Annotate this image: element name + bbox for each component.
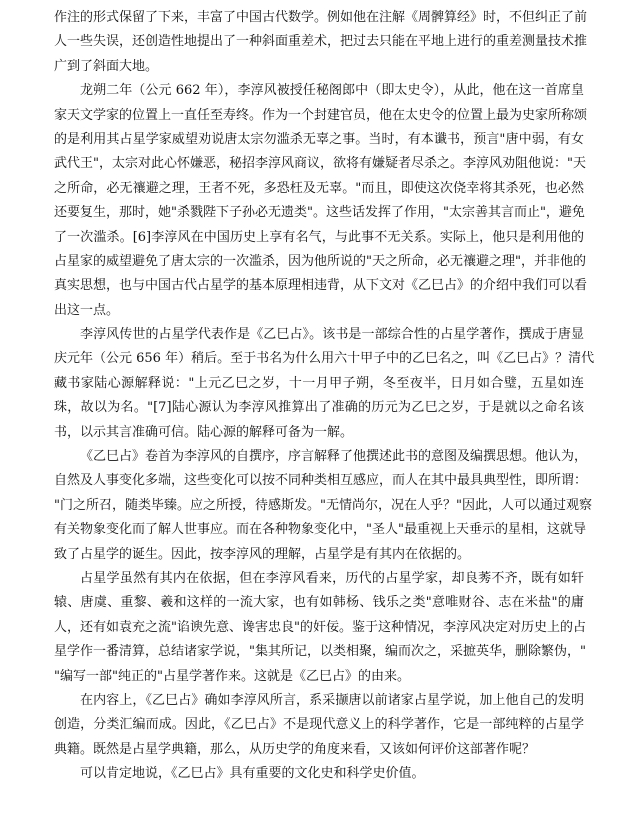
text-line: 辕、唐虞、重黎、羲和这样的一流大家，也有如韩杨、钱乐之类"意唯财谷、志在米盐"的庸 — [54, 595, 584, 611]
text-line: 典籍。既然是占星学典籍，那么，从历史学的角度来看，又该如何评价这部著作呢？ — [54, 741, 536, 757]
paragraph — [54, 567, 584, 689]
text-line: 致了占星学的诞生。因此，按李淳风的理解，占星学是有其内在依据的。 — [54, 546, 471, 562]
text-line: 龙朔二年（公元 662 年），李淳风被授任秘阁郎中（即太史令），从此，他在这一首席皇 — [80, 83, 584, 99]
text-line: 人，还有如袁充之流"谄谀先意、谗害忠良"的奸佞。鉴于这种情况，李淳风决定对历史上的占 — [54, 619, 586, 635]
paragraph — [54, 6, 588, 79]
text-line: 之所命，必无禳避之理，王者不死，多恐枉及无辜。"而且，即使这次侥幸将其杀死，也必然 — [54, 180, 584, 196]
text-line: 星学作一番清算，总结诸家学说，"集其所记，以类相聚，编而次之，采摭英华，删除繁伪，" — [54, 644, 586, 660]
text-line: 可以肯定地说，《乙巳占》具有重要的文化史和科学史价值。 — [80, 766, 425, 782]
text-line: 了一次滥杀。[6]李淳风在中国历史上享有名气，与此事不无关系。实际上，他只是利用他的 — [54, 229, 584, 245]
text-line: 有关物象变化而了解人世事应。而在各种物象变化中，"圣人"最重视上天垂示的星相，这就导 — [54, 522, 586, 538]
text-line: 李淳风传世的占星学代表作是《乙巳占》。该书是一部综合性的占星学著作，撰成于唐显 — [80, 327, 584, 343]
text-line: 庆元年（公元 656 年）稍后。至于书名为什么用六十甲子中的乙巳名之，叫《乙巳占》？清代 — [54, 351, 595, 367]
paragraph — [54, 323, 595, 445]
text-line: 的是利用其占星学家威望劝说唐太宗勿滥杀无辜之事。当时，有本谶书，预言"唐中弱，有女 — [54, 131, 584, 147]
text-line: 占星学虽然有其内在依据，但在李淳风看来，历代的占星学家，却良莠不齐，既有如轩 — [80, 570, 584, 586]
text-line: 还要复生，那时，她"杀戮陛下子孙必无遗类"。这些话发挥了作用，"太宗善其言而止"，避免 — [54, 205, 585, 221]
text-line: 广到了斜面大地。 — [54, 58, 159, 74]
text-line: 武代王"，太宗对此心怀嫌恶，秘招李淳风商议，欲将有嫌疑者尽杀之。李淳风劝阻他说："天 — [54, 156, 586, 172]
text-line: 真实思想，也与中国古代占星学的基本原理相违背，从下文对《乙巳占》的介绍中我们可以看 — [54, 278, 588, 294]
paragraph — [54, 445, 592, 567]
text-line: 出这一点。 — [54, 302, 120, 318]
text-line: 在内容上，《乙巳占》确如李淳风所言，系采撷唐以前诸家占星学说，加上他自己的发明 — [80, 692, 584, 708]
paragraph — [54, 762, 584, 786]
text-line: 藏书家陆心源解释说："上元乙巳之岁，十一月甲子朔，冬至夜半，日月如合璧，五星如连 — [54, 375, 584, 391]
text-line: 家天文学家的位置上一直任至寿终。作为一个封建官员，他在太史令的位置上最为史家所称颂 — [54, 107, 588, 123]
paragraph — [54, 79, 588, 323]
body-text — [54, 6, 595, 787]
text-line: "编写一部"纯正的"占星学著作来。这就是《乙巳占》的由来。 — [54, 668, 410, 684]
text-line: 珠，故以为名。"[7]陆心源认为李淳风推算出了准确的历元为乙巳之岁，于是就以之命名该 — [54, 400, 584, 416]
text-line: 占星家的威望避免了唐太宗的一次滥杀，因为他所说的"天之所命，必无禳避之理"，并非他的 — [54, 253, 586, 269]
text-line: 书，以示其言准确可信。陆心源的解释可备为一解。 — [54, 424, 354, 440]
text-line: "门之所召，随类毕臻。应之所授，待感斯发。"无情尚尔，况在人乎？"因此，人可以通过观察 — [54, 497, 592, 513]
paragraph — [54, 689, 584, 762]
text-line: 自然及人事变化多端，这些变化可以按不同种类相互感应，而人在其中最具典型性，即所谓： — [54, 473, 588, 489]
text-line: 作注的形式保留了下来，丰富了中国古代数学。例如他在注解《周髀算经》时，不但纠正了前 — [54, 10, 588, 25]
text-line: 人一些失误，还创造性地提出了一种斜面重差术，把过去只能在平地上进行的重差测量技术推 — [54, 34, 588, 50]
text-line: 创造，分类汇编而成。因此，《乙巳占》不是现代意义上的科学著作，它是一部纯粹的占星学 — [54, 717, 584, 733]
text-line: 《乙巳占》卷首为李淳风的自撰序，序言解释了他撰述此书的意图及编撰思想。他认为， — [80, 449, 588, 465]
